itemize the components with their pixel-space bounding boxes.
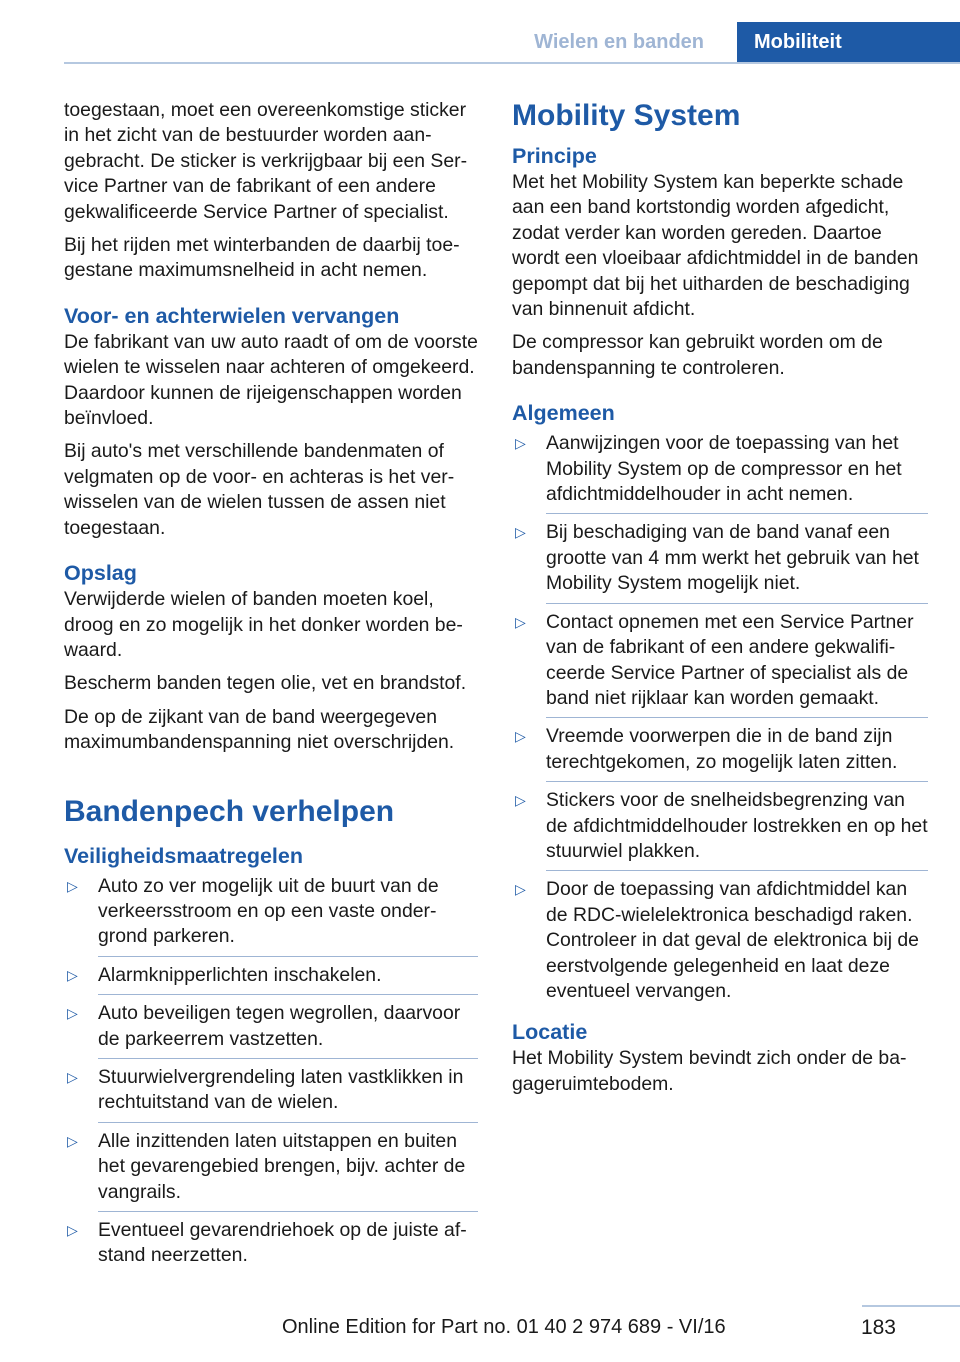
list-item: ▷ Stickers voor de snelheidsbegrenzing van de afdichtmiddelhouder lostrekken en op het stuurwiel plakken. (512, 788, 928, 871)
list-item: ▷ Door de toepassing van afdichtmiddel kan de RDC-wielelektronica beschadigd raken. Controleer in dat geval de elektronica bij de eerstvolgende gelegenheid en laat deze eventueel vervangen. (512, 877, 928, 1004)
paragraph: De fabrikant van uw auto raadt of om de voorste wielen te wisselen naar achteren of omgekeerd. Daardoor kunnen de rijeigenschappen worden beïnvloed. (64, 330, 478, 430)
list-item: ▷ Alle inzittenden laten uitstappen en buiten het gevarengebied brengen, bijv. achter de vangrails. (64, 1129, 478, 1212)
paragraph: Met het Mobility System kan beperkte schade aan een band kortstondig worden afgedicht, zodat verder kan worden gereden. Daartoe wordt een vloeibaar afdichtmiddel in de banden gepompt dat bij het uitharden de beschadiging van binnenuit afdicht. (512, 171, 919, 321)
heading-mobility-system: Mobility System (512, 99, 741, 132)
page-number: 183 (860, 1316, 896, 1339)
chapter-tab[interactable]: Mobiliteit (737, 22, 960, 62)
paragraph: Bij het rijden met winterbanden de daarbij toegestane maximumsnelheid in acht nemen. (64, 234, 460, 282)
heading-algemeen: Algemeen (512, 401, 615, 426)
left-column (64, 98, 478, 1269)
paragraph: De compressor kan gebruikt worden om de bandenspanning te controleren. (512, 331, 883, 379)
heading-voor-achterwielen: Voor- en achterwielen vervangen (64, 303, 400, 328)
list-item: ▷ Stuurwielvergrendeling laten vastklikken in rechtuitstand van de wielen. (64, 1065, 478, 1123)
list-item: ▷ Alarmknipperlichten inschakelen. (64, 963, 478, 995)
right-column (512, 98, 928, 1105)
paragraph: toegestaan, moet een overeenkomstige sticker in het zicht van de bestuurder worden aangebracht. De sticker is verkrijgbaar bij een Service Partner van de fabrikant of een andere gekwalificeerde Service Partner of specialist. (64, 99, 468, 223)
paragraph: Bescherm banden tegen olie, vet en brandstof. (64, 672, 467, 695)
footer-rule (862, 1305, 960, 1307)
heading-bandenpech: Bandenpech verhelpen (64, 794, 395, 828)
list-item: ▷ Eventueel gevarendriehoek op de juiste afstand neerzetten. (64, 1218, 478, 1269)
heading-principe: Principe (512, 144, 597, 168)
list-item: ▷ Aanwijzingen voor de toepassing van het Mobility System op de compressor en het afdichtmiddelhouder in acht nemen. (512, 431, 928, 514)
page-header (0, 22, 960, 62)
heading-opslag: Opslag (64, 561, 137, 586)
list-item: ▷ Contact opnemen met een Service Partner van de fabrikant of een andere gekwalificeerde Service Partner of specialist als de band niet rijklaar kan worden gemaakt. (512, 610, 928, 719)
paragraph: Verwijderde wielen of banden moeten koel, droog en zo mogelijk in het donker worden bewaard. (64, 588, 463, 661)
edition-note: Online Edition for Part no. 01 40 2 974 689 - VI/16 (282, 1316, 726, 1338)
list-item: ▷ Bij beschadiging van de band vanaf een grootte van 4 mm werkt het gebruik van het Mobility System mogelijk niet. (512, 520, 928, 603)
list-item: ▷ Auto beveiligen tegen wegrollen, daarvoor de parkeerrem vastzetten. (64, 1001, 478, 1059)
heading-locatie: Locatie (512, 1020, 588, 1045)
paragraph: Bij auto's met verschillende bandenmaten of velgmaten op de voor- en achteras is het verwisselen van de wielen tussen de assen niet toegestaan. (64, 440, 455, 539)
heading-veiligheidsmaatregelen: Veiligheidsmaatregelen (64, 843, 303, 868)
list-item: ▷ Vreemde voorwerpen die in de band zijn terechtgekomen, zo mogelijk laten zitten. (512, 724, 928, 782)
safety-list (64, 874, 478, 1269)
list-item: ▷ Auto zo ver mogelijk uit de buurt van de verkeersstroom en op een vaste ondergrond parkeren. (64, 874, 478, 957)
header-rule (64, 62, 960, 64)
paragraph: De op de zijkant van de band weergegeven maximumbandenspanning niet overschrijden. (64, 705, 455, 754)
general-list (512, 431, 928, 1004)
section-tab[interactable]: Wielen en banden (534, 31, 704, 53)
paragraph: Het Mobility System bevindt zich onder de bagageruimtebodem. (512, 1047, 907, 1095)
